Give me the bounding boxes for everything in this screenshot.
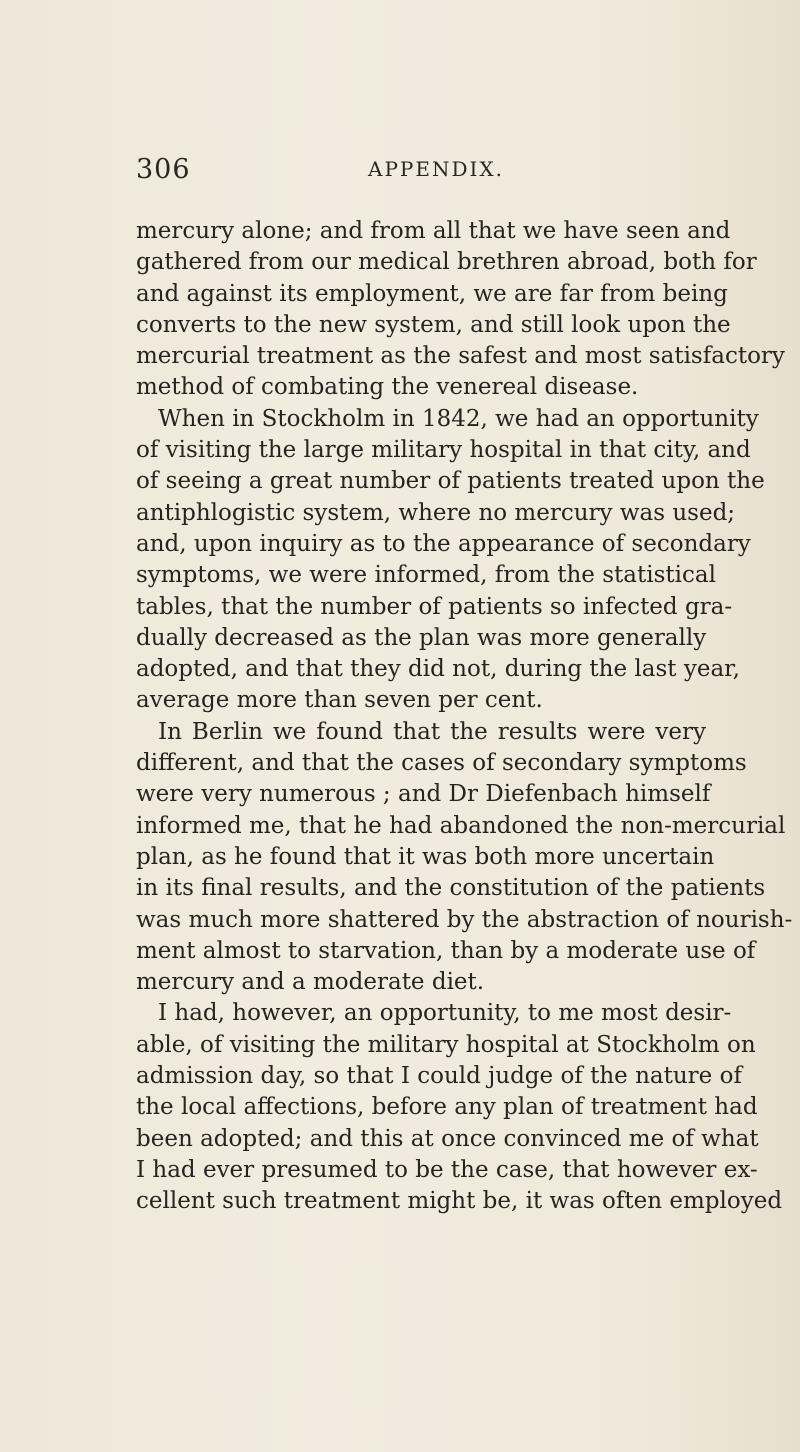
text-line: able, of visiting the military hospital at Stockholm on (136, 1031, 756, 1058)
text-line: method of combating the venereal disease. (136, 374, 639, 401)
text-line: adopted, and that they did not, during the last year, (136, 656, 740, 683)
text-line: informed me, that he had abandoned the non-mercurial (136, 812, 786, 839)
paragraph-3 (136, 717, 793, 999)
text-line: were very numerous ; and Dr Diefenbach himself (136, 781, 711, 808)
text-line: antiphlogistic system, where no mercury was used; (136, 499, 736, 526)
text-line: tables, that the number of patients so infected gra- (136, 593, 733, 620)
text-line: gathered from our medical brethren abroad, both for (136, 249, 757, 276)
text-line: mercurial treatment as the safest and most satisfactory (136, 343, 785, 370)
text-line: average more than seven per cent. (136, 687, 543, 714)
text-line: mercury alone; and from all that we have seen and (136, 218, 731, 244)
text-line: different, and that the cases of secondary symptoms (136, 750, 747, 777)
text-line: of seeing a great number of patients treated upon the (136, 468, 765, 495)
paragraph-4 (136, 998, 783, 1217)
paragraph-2 (136, 404, 765, 717)
text-line: of visiting the large military hospital in that city, and (136, 437, 751, 464)
text-line: symptoms, we were informed, from the statistical (136, 562, 716, 589)
text-line: and, upon inquiry as to the appearance of secondary (136, 530, 751, 557)
text-line: admission day, so that I could judge of the nature of (136, 1063, 742, 1090)
text-line: plan, as he found that it was both more uncertain (136, 843, 715, 870)
text-line: the local affections, before any plan of treatment had (136, 1094, 758, 1121)
text-line: When in Stockholm in 1842, we had an opportunity (158, 405, 759, 432)
text-line: I had, however, an opportunity, to me most desir- (158, 1000, 732, 1027)
paragraph-1 (136, 216, 785, 404)
body-text (136, 216, 793, 1218)
page-header (136, 154, 696, 194)
text-line: and against its employment, we are far from being (136, 280, 728, 307)
text-line: In Berlin we found that the results were very (158, 718, 706, 745)
text-line: I had ever presumed to be the case, that however ex- (136, 1156, 758, 1183)
page-number: 306 (136, 154, 191, 185)
text-line: cellent such treatment might be, it was often employed (136, 1188, 783, 1215)
text-line: been adopted; and this at once convinced me of what (136, 1125, 759, 1152)
text-line: dually decreased as the plan was more generally (136, 624, 707, 651)
text-line: ment almost to starvation, than by a moderate use of (136, 937, 756, 964)
running-head: APPENDIX. (368, 157, 504, 181)
text-line: converts to the new system, and still look upon the (136, 311, 731, 338)
text-line: was much more shattered by the abstraction of nourish- (136, 906, 793, 933)
text-line: in its final results, and the constitution of the patients (136, 875, 766, 902)
text-line: mercury and a moderate diet. (136, 969, 485, 996)
